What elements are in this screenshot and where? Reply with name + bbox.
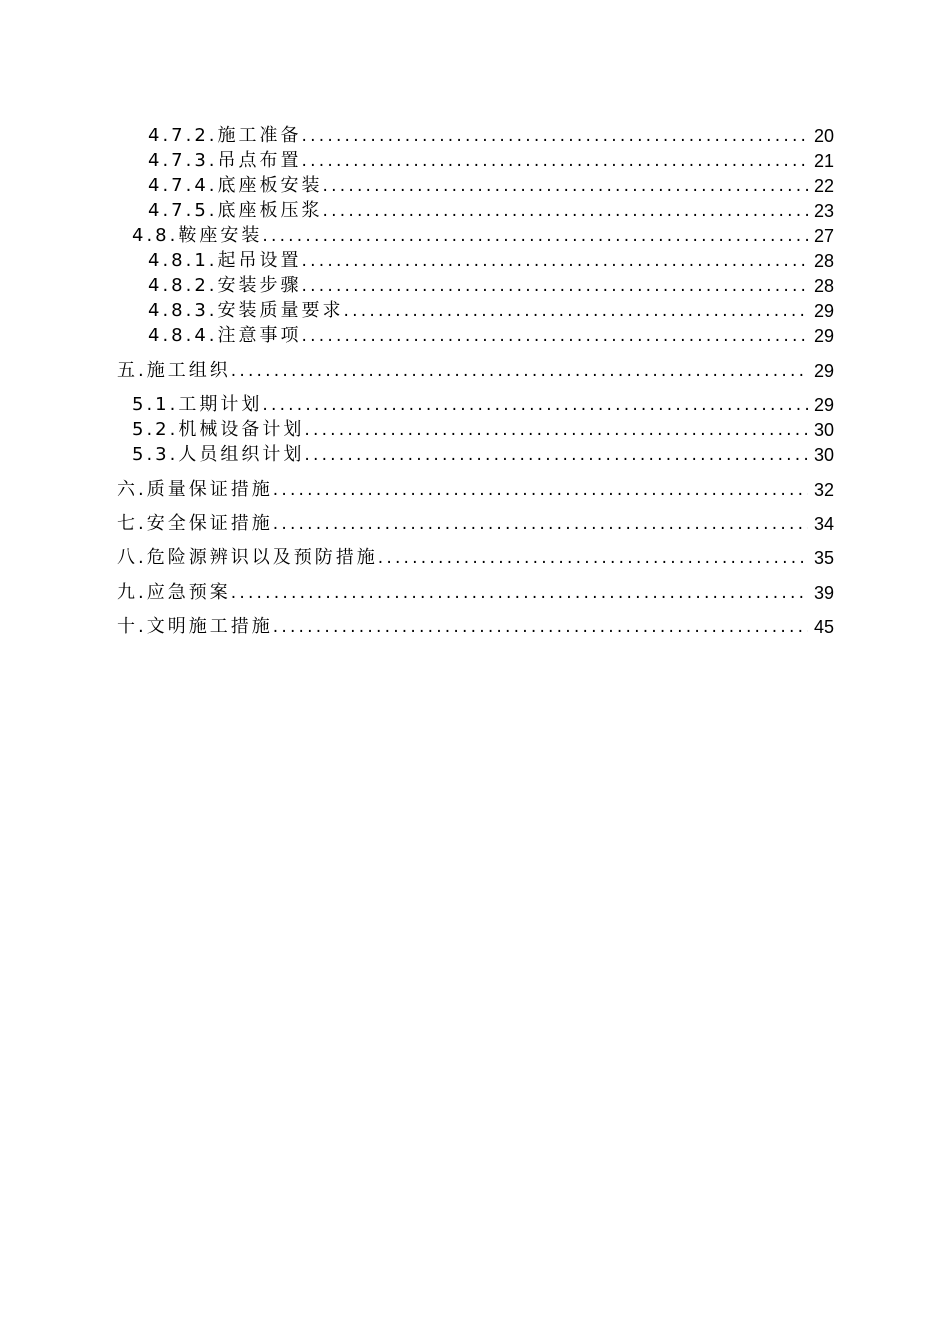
toc-entry-page: 27	[813, 226, 834, 246]
toc-entry-title: 八.危险源辨识以及预防措施	[117, 547, 378, 568]
toc-entry-title: 4.7.4.底座板安装	[148, 175, 323, 196]
toc-entry-title: 4.7.2.施工准备	[148, 125, 302, 146]
toc-entry[interactable]	[132, 225, 834, 247]
toc-entry-title: 七.安全保证措施	[117, 513, 273, 534]
toc-entry-title: 4.8.鞍座安装	[132, 225, 263, 246]
toc-entry[interactable]	[148, 250, 834, 272]
toc-entry[interactable]	[117, 360, 834, 382]
toc-entry-page: 30	[813, 420, 834, 440]
toc-entry-title: 4.8.2.安装步骤	[148, 275, 302, 296]
toc-entry-title: 5.3.人员组织计划	[132, 444, 305, 465]
toc-entry-title: 六.质量保证措施	[117, 479, 273, 500]
toc-dot-leader	[273, 513, 808, 535]
toc-dot-leader	[323, 200, 808, 222]
toc-entry-page: 28	[813, 276, 834, 296]
toc-dot-leader	[378, 547, 808, 569]
toc-entry[interactable]	[148, 150, 834, 172]
toc-dot-leader	[302, 325, 808, 347]
toc-entry-title: 九.应急预案	[117, 582, 231, 603]
toc-entry-page: 29	[813, 301, 834, 321]
toc-entry-title: 五.施工组织	[117, 360, 231, 381]
toc-entry[interactable]	[117, 616, 834, 638]
toc-entry-title: 十.文明施工措施	[117, 616, 273, 637]
toc-entry[interactable]	[148, 200, 834, 222]
toc-dot-leader	[231, 582, 808, 604]
toc-dot-leader	[304, 419, 808, 441]
toc-entry-page: 28	[813, 251, 834, 271]
toc-entry-page: 30	[813, 445, 834, 465]
toc-dot-leader	[304, 444, 808, 466]
toc-entry-page: 20	[813, 126, 834, 146]
toc-entry[interactable]	[117, 582, 834, 604]
toc-entry-title: 4.7.5.底座板压浆	[148, 200, 323, 221]
toc-dot-leader	[231, 360, 808, 382]
toc-entry[interactable]	[132, 444, 834, 466]
toc-entry-page: 34	[813, 514, 834, 534]
toc-dot-leader	[323, 175, 808, 197]
toc-entry-page: 35	[813, 548, 834, 568]
toc-entry[interactable]	[148, 325, 834, 347]
toc-entry[interactable]	[132, 419, 834, 441]
toc-entry-page: 29	[813, 395, 834, 415]
toc-dot-leader	[262, 225, 808, 247]
toc-dot-leader	[273, 616, 808, 638]
toc-entry-title: 4.8.1.起吊设置	[148, 250, 302, 271]
toc-dot-leader	[302, 250, 808, 272]
toc-entry[interactable]	[117, 547, 834, 569]
toc-entry-title: 5.1.工期计划	[132, 394, 263, 415]
toc-entry-title: 4.8.3.安装质量要求	[148, 300, 344, 321]
toc-entry[interactable]	[148, 300, 834, 322]
toc-entry-page: 32	[813, 480, 834, 500]
toc-entry-page: 29	[813, 326, 834, 346]
toc-entry-page: 21	[813, 151, 834, 171]
toc-entry[interactable]	[148, 275, 834, 297]
toc-dot-leader	[302, 150, 808, 172]
toc-entry-title: 4.8.4.注意事项	[148, 325, 302, 346]
toc-dot-leader	[273, 479, 808, 501]
toc-entry-title: 5.2.机械设备计划	[132, 419, 305, 440]
toc-entry-page: 29	[813, 361, 834, 381]
toc-dot-leader	[302, 125, 808, 147]
toc-entry[interactable]	[117, 513, 834, 535]
toc-entry-page: 39	[813, 583, 834, 603]
toc-dot-leader	[262, 394, 808, 416]
toc-dot-leader	[344, 300, 808, 322]
toc-entry-page: 22	[813, 176, 834, 196]
toc-entry-page: 23	[813, 201, 834, 221]
toc-entry[interactable]	[132, 394, 834, 416]
toc-entry-page: 45	[813, 617, 834, 637]
toc-entry[interactable]	[148, 175, 834, 197]
toc-entry-title: 4.7.3.吊点布置	[148, 150, 302, 171]
toc-entry[interactable]	[117, 479, 834, 501]
toc-entry[interactable]	[148, 125, 834, 147]
toc-dot-leader	[302, 275, 808, 297]
